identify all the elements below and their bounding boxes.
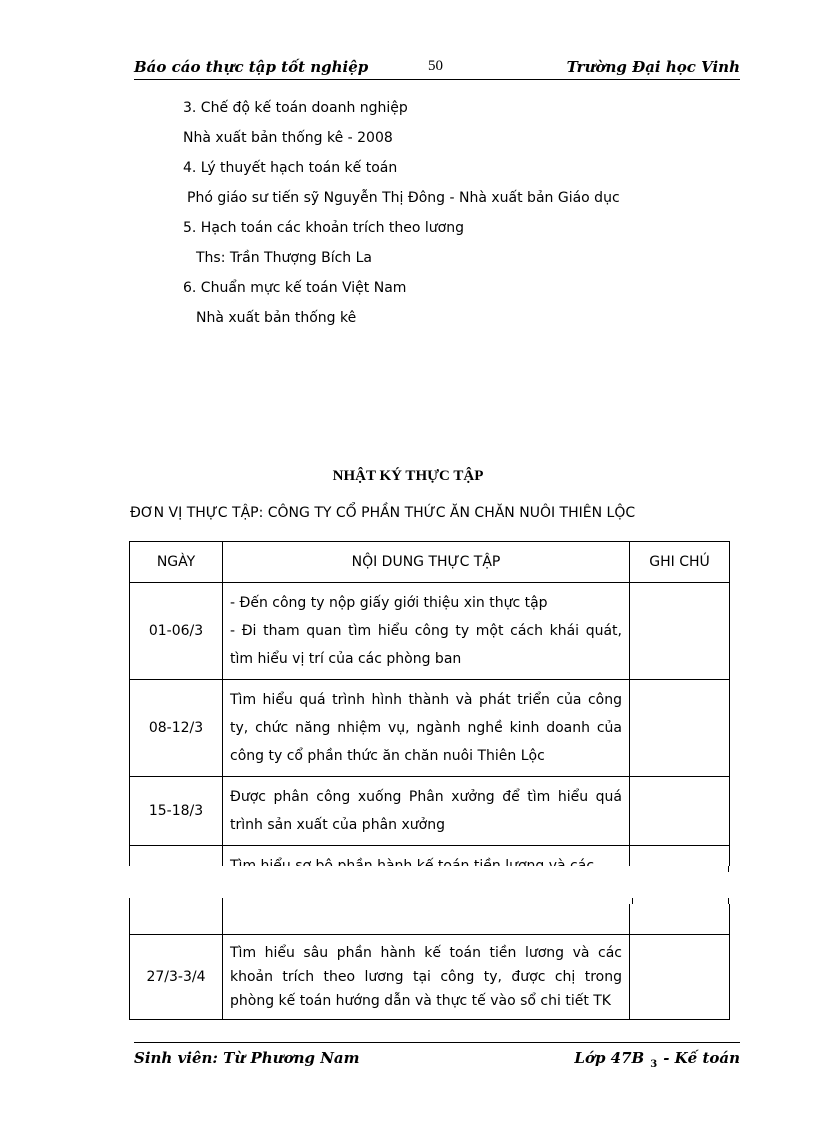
footer-class-subscript: 3 <box>650 1059 658 1070</box>
row-content <box>223 777 630 846</box>
reference-publisher: Nhà xuất bản thống kê - 2008 <box>183 130 393 146</box>
internship-unit: ĐƠN VỊ THỰC TẬP: CÔNG TY CỔ PHẦN THỨC ĂN CHĂN NUÔI THIÊN LỘC <box>130 505 636 521</box>
row-content-line: Tìm hiểu quá trình hình thành và phát triển của công ty, chức năng nhiệm vụ, ngành nghề kinh doanh của công ty cổ phần thức ăn chăn nuôi Thiên Lộc <box>230 692 622 764</box>
column-header-note: GHI CHÚ <box>630 542 730 583</box>
row-date: 27/3-3/4 <box>130 935 223 1020</box>
row-content-line: - Đi tham quan tìm hiểu công ty một cách khái quát, tìm hiểu vị trí của các phòng ban <box>230 623 622 667</box>
row-note <box>630 680 730 777</box>
reference-item: 6. Chuẩn mực kế toán Việt Nam <box>183 280 407 296</box>
row-note <box>630 935 730 1020</box>
row-content <box>223 935 630 1020</box>
table-border-fragment <box>129 898 131 904</box>
row-content-line: Tìm hiểu sâu phần hành kế toán tiền lương và các khoản trích theo lương tại công ty, được chị trong phòng kế toán hướng dẫn và thực tế vào sổ chi tiết TK <box>230 945 622 1009</box>
row-note <box>630 583 730 680</box>
header-university: Trường Đại học Vinh <box>566 58 740 76</box>
table-row <box>130 935 730 1020</box>
reference-item: 3. Chế độ kế toán doanh nghiệp <box>183 100 408 116</box>
column-header-date: NGÀY <box>130 542 223 583</box>
reference-author: Phó giáo sư tiến sỹ Nguyễn Thị Đông - Nhà xuất bản Giáo dục <box>187 190 620 206</box>
reference-author: Ths: Trần Thượng Bích La <box>196 250 373 266</box>
table-border-fragment <box>728 898 730 904</box>
table-border-fragment <box>728 866 730 872</box>
diary-title: NHẬT KÝ THỰC TẬP <box>332 468 484 484</box>
table-row <box>130 777 730 846</box>
page-footer <box>134 1042 740 1070</box>
row-date: 15-18/3 <box>130 777 223 846</box>
footer-class <box>574 1049 740 1070</box>
header-report-title: Báo cáo thực tập tốt nghiệp <box>134 58 369 76</box>
row-content <box>223 583 630 680</box>
row-date: 08-12/3 <box>130 680 223 777</box>
table-row <box>130 583 730 680</box>
row-content <box>223 680 630 777</box>
footer-class-code: Lớp 47B <box>574 1049 645 1067</box>
row-content-line: - Đến công ty nộp giấy giới thiệu xin thực tập <box>230 595 548 611</box>
reference-item: 5. Hạch toán các khoản trích theo lương <box>183 220 464 236</box>
reference-item: 4. Lý thuyết hạch toán kế toán <box>183 160 398 176</box>
footer-student: Sinh viên: Từ Phương Nam <box>134 1049 360 1067</box>
page-header <box>134 58 740 80</box>
row-date: 01-06/3 <box>130 583 223 680</box>
page-break-gap <box>0 866 816 904</box>
footer-major: - Kế toán <box>663 1049 740 1067</box>
header-page-number: 50 <box>428 58 443 74</box>
internship-diary-table <box>129 541 730 1020</box>
table-header-row <box>130 542 730 583</box>
column-header-content: NỘI DUNG THỰC TẬP <box>223 542 630 583</box>
row-note <box>630 777 730 846</box>
table-row <box>130 680 730 777</box>
table-border-fragment <box>222 898 224 904</box>
table-border-fragment <box>632 898 634 904</box>
row-content-line: Được phân công xuống Phân xưởng để tìm hiểu quá trình sản xuất của phân xưởng <box>230 789 622 833</box>
reference-publisher: Nhà xuất bản thống kê <box>196 310 357 326</box>
